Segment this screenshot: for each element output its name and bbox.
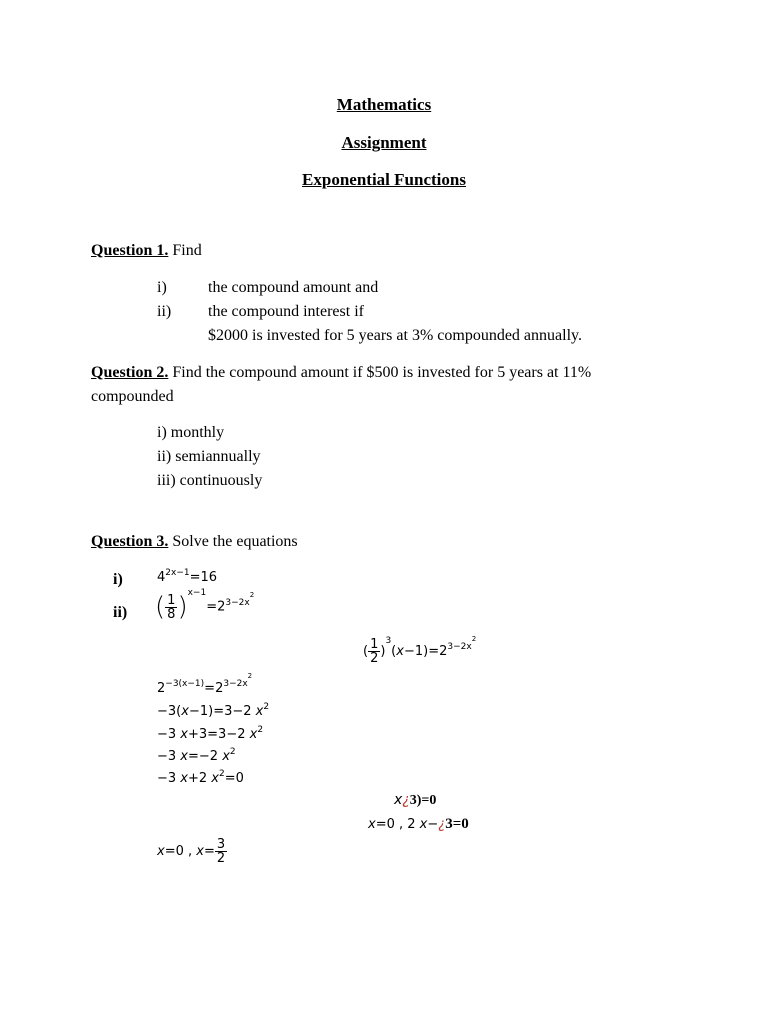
solution-step-5: −3 x=−2 $x^2$ <box>157 747 236 764</box>
question-2-heading <box>91 364 591 382</box>
question-3-label: Question 3. <box>91 533 169 550</box>
question-2-text: Find the compound amount if $500 is invested for 5 years at 11% <box>168 364 592 381</box>
q1-item-text-1: the compound amount and <box>208 279 379 296</box>
question-2-label: Question 2. <box>91 364 169 381</box>
solution-step-7: x¿3)=0 <box>394 792 437 808</box>
q3-equation-2: ( $\frac{1}{8}$ )$^{x-1}=2^{3-2x^2}$ <box>155 587 255 622</box>
q2-item-2: ii) semiannually <box>157 448 261 465</box>
document-subtitle: Assignment <box>341 133 427 152</box>
solution-step-1: ( $\frac{1}{2}$ )$^3(x-1)=2^{3-2x^2}$ <box>363 635 477 666</box>
question-1-label: Question 1. <box>91 242 169 259</box>
q1-item-num-1: i) <box>157 279 167 296</box>
q1-detail: $2000 is invested for 5 years at 3% compounded annually. <box>208 327 582 344</box>
question-3-text: Solve the equations <box>168 533 298 550</box>
q1-item-text-2: the compound interest if <box>208 303 364 320</box>
q1-item-num-2: ii) <box>157 303 172 320</box>
q3-eq-1-num: i) <box>113 571 123 588</box>
q3-equation-1: $4^{2x-1}=16$ <box>157 568 218 585</box>
solution-step-3: −3(x−1)=3−2 $x^2$ <box>157 702 270 719</box>
solution-step-8: x=0 , 2 x−¿3=0 <box>368 816 469 832</box>
question-1-text: Find <box>168 242 202 259</box>
question-1-heading <box>91 242 202 260</box>
solution-step-6: −3 x+2 $x^2=0$ <box>157 769 244 786</box>
solution-step-4: −3 x+3=3−2 $x^2$ <box>157 725 264 742</box>
q2-item-3: iii) continuously <box>157 472 263 489</box>
q2-item-1: i) monthly <box>157 424 225 441</box>
solution-answer: x=0 , x= $\frac{3}{2}$ <box>157 837 226 866</box>
question-2-text-continued: compounded <box>91 388 174 405</box>
document-topic: Exponential Functions <box>302 170 466 189</box>
solution-step-2: $2^{-3(x-1)}=2^{3-2x^2}$ <box>157 672 253 696</box>
q3-eq-2-num: ii) <box>113 604 128 621</box>
question-3-heading <box>91 533 298 551</box>
document-title: Mathematics <box>336 95 432 114</box>
